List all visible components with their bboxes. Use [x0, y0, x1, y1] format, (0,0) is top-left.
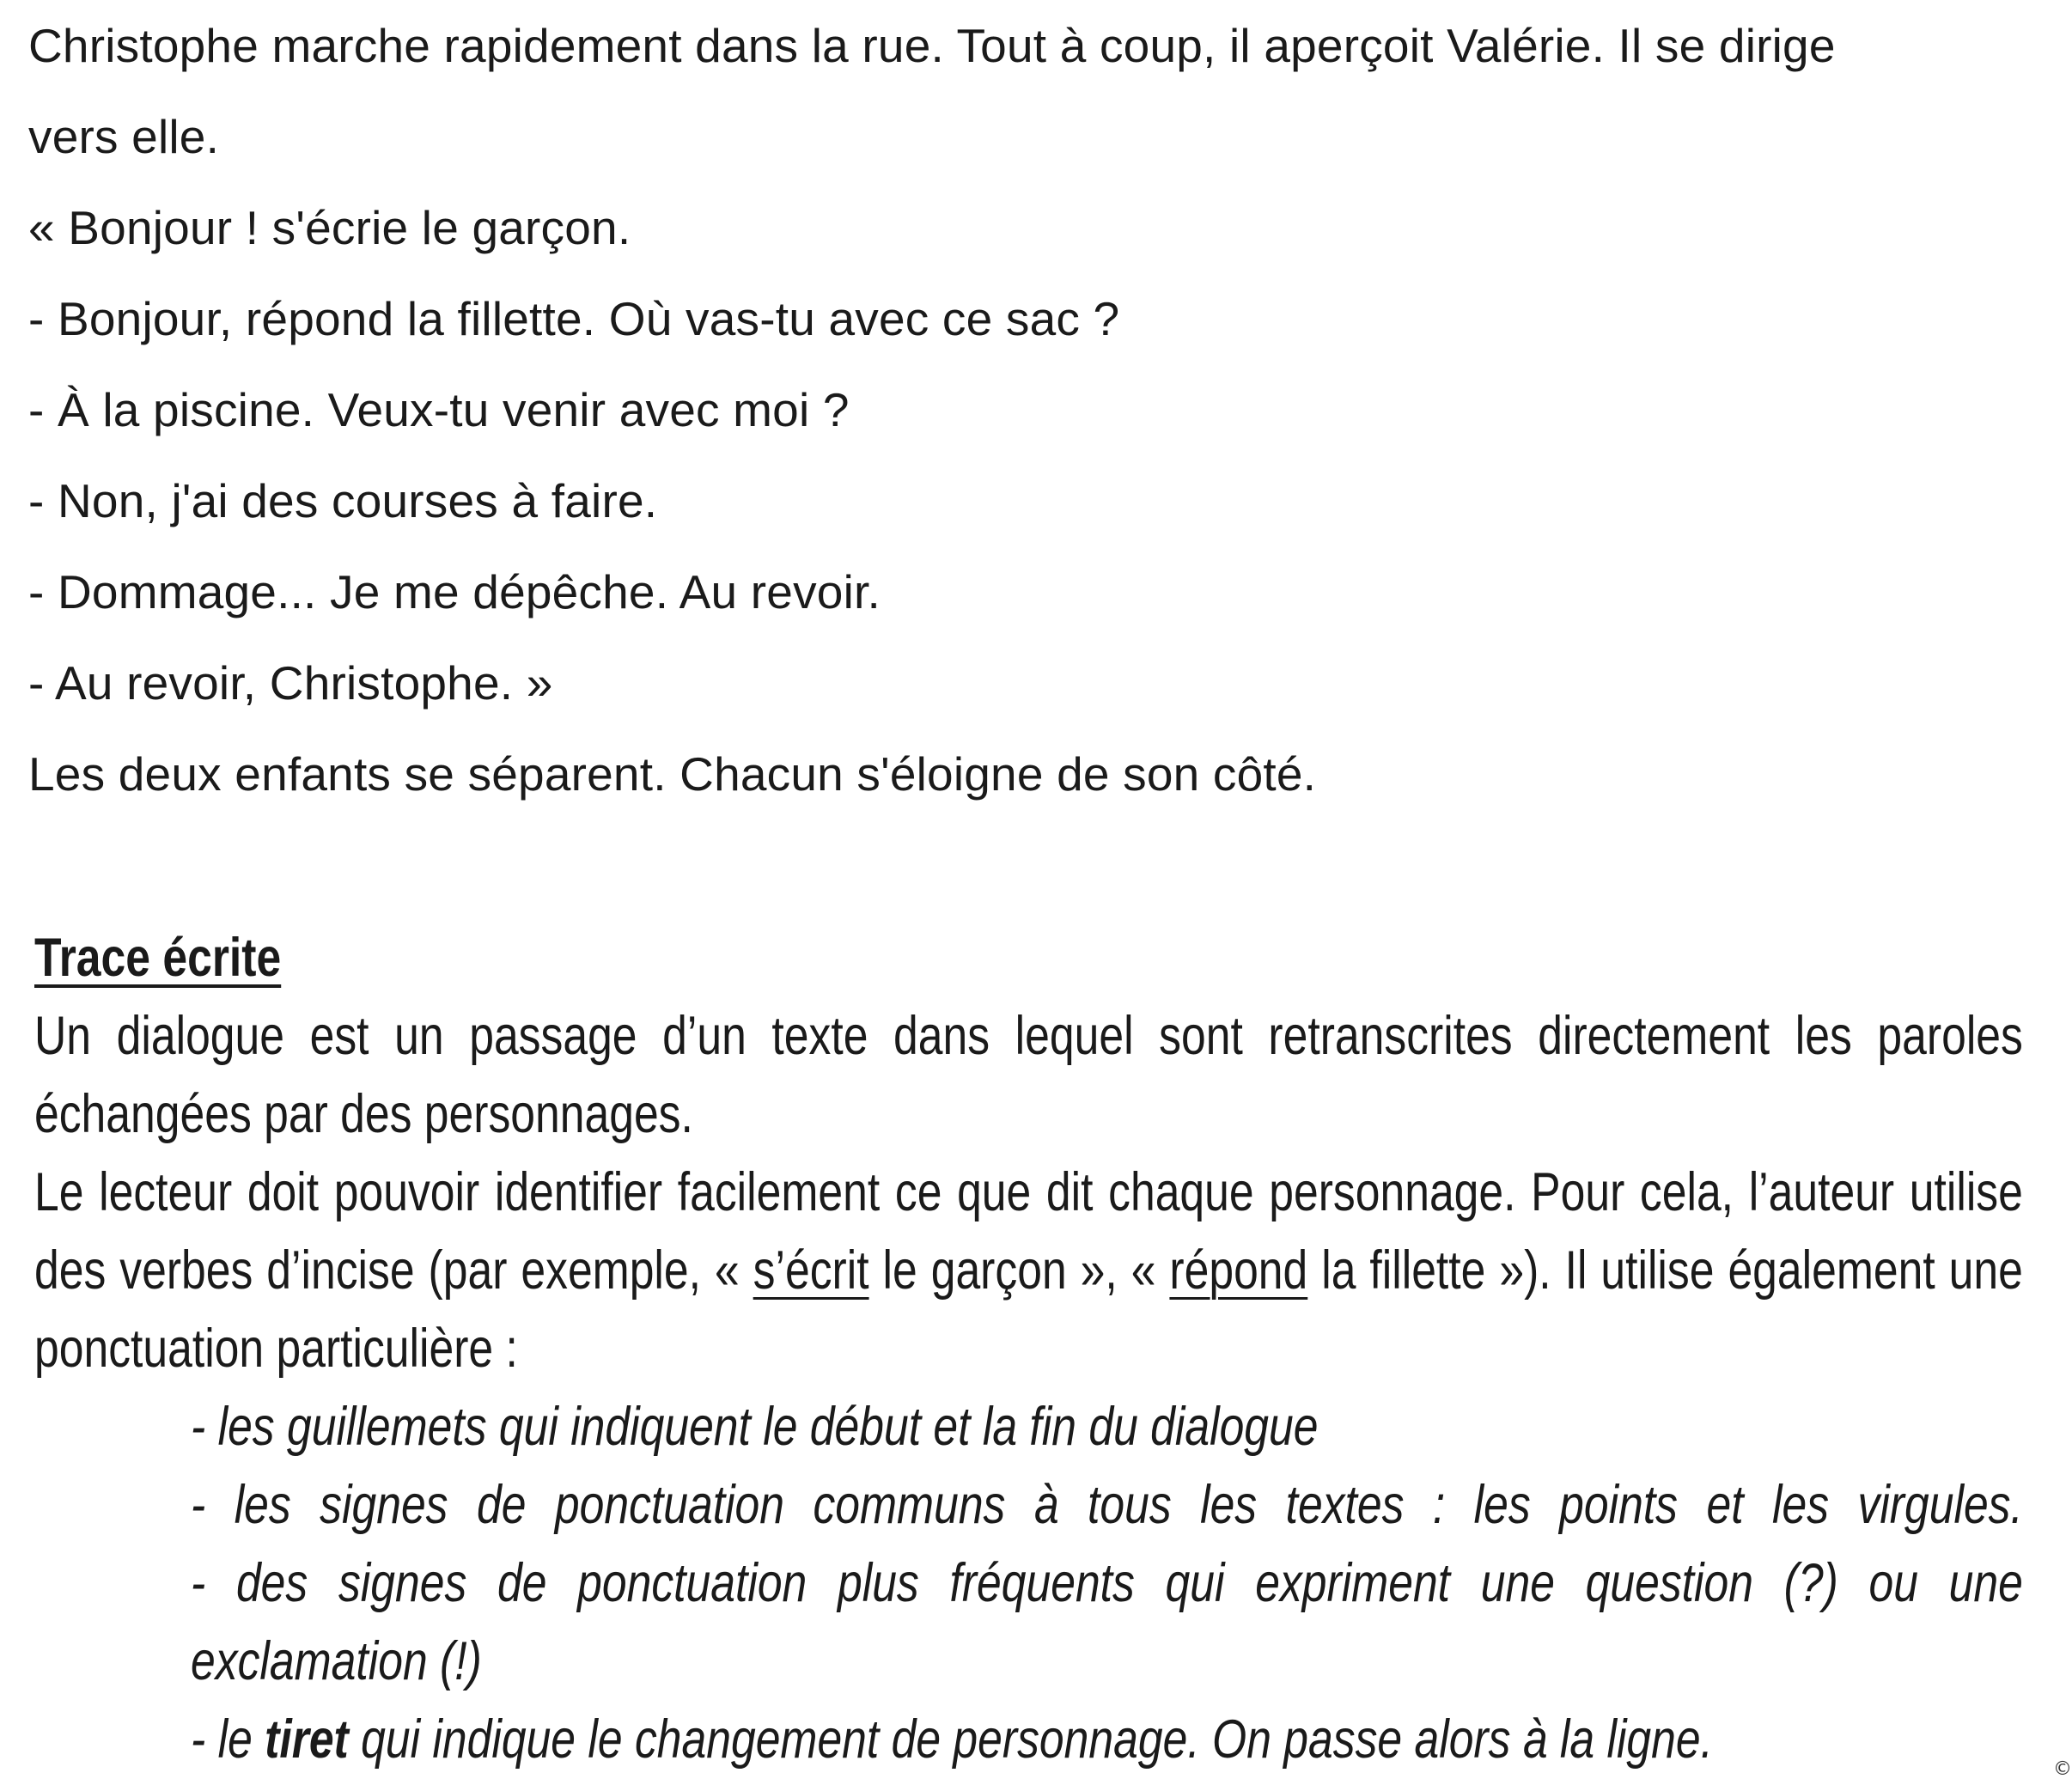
story-line: - Dommage... Je me dépêche. Au revoir. [28, 565, 881, 618]
story-line: vers elle. [28, 110, 220, 163]
explanation-paragraph [34, 1154, 2023, 1388]
story-line: - À la piscine. Veux-tu venir avec moi ? [28, 383, 850, 436]
trace-ecrite-section [34, 919, 2023, 1779]
story-line: - Au revoir, Christophe. » [28, 656, 553, 710]
story-line: Les deux enfants se séparent. Chacun s'éloigne de son côté. [28, 747, 1317, 801]
explanation-text: le garçon », « [868, 1240, 1170, 1301]
list-item [191, 1701, 2023, 1779]
story-line: - Bonjour, répond la fillette. Où vas-tu avec ce sac ? [28, 292, 1120, 345]
corner-mark: © [2053, 1758, 2072, 1780]
story-line: « Bonjour ! s'écrie le garçon. [28, 201, 631, 254]
story-line: - Non, j'ai des courses à faire. [28, 474, 658, 527]
story-line: Christophe marche rapidement dans la rue. Tout à coup, il aperçoit Valérie. Il se dirige [28, 19, 1836, 72]
punctuation-list [34, 1388, 2023, 1779]
list-item: - les signes de ponctuation communs à tous les textes : les points et les virgules. [191, 1475, 2023, 1535]
explanation-text: la fillette »). Il utilise également une ponctuation particulière : [34, 1240, 2023, 1379]
bold-term: tiret [265, 1709, 349, 1770]
story-text [28, 0, 2004, 819]
section-title: Trace écrite [34, 928, 282, 988]
list-item-text: - le [191, 1709, 265, 1770]
underlined-verb: répond [1169, 1240, 1308, 1301]
underlined-verb: s’écrit [753, 1240, 869, 1301]
explanation-text: Le lecteur doit pouvoir identifier facilement ce que dit chaque personnage. Pour cela, l’auteur utilise des verbes d’incise (par exemple, « [34, 1162, 2023, 1301]
list-item: - les guillemets qui indiquent le début et la fin du dialogue [191, 1397, 1319, 1457]
list-item-text: qui indique le changement de personnage. On passe alors à la ligne. [348, 1709, 1713, 1770]
definition-paragraph: Un dialogue est un passage d’un texte dans lequel sont retranscrites directement les paroles échangées par des personnages. [34, 1006, 2023, 1144]
list-item: - des signes de ponctuation plus fréquents qui expriment une question (?) ou une exclamation (!) [191, 1553, 2023, 1691]
